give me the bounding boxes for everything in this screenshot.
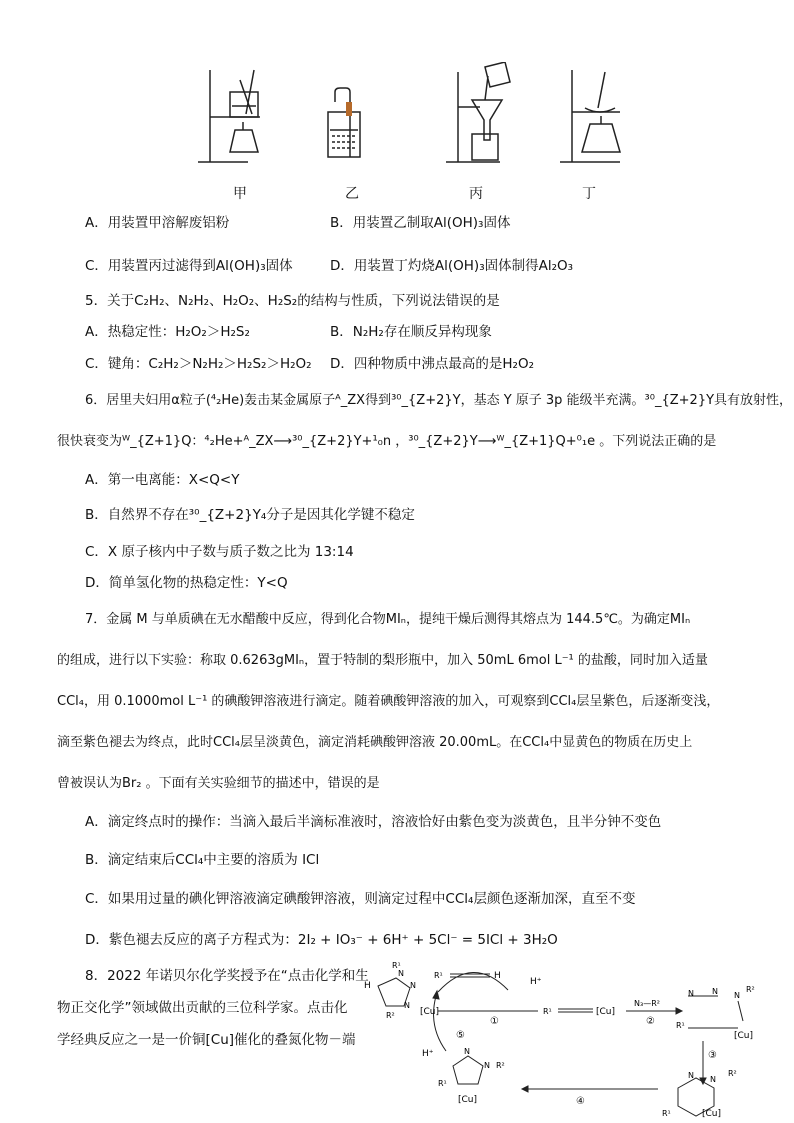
- r2-label-1: R²: [386, 1011, 395, 1020]
- cu-label-1: [Cu]: [420, 1007, 440, 1017]
- q6-option-b: B．自然界不存在³⁰_{Z+2}Y₄分子是因其化学键不稳定: [85, 507, 415, 523]
- q7-line4: 滴至紫色褪去为终点，此时CCl₄层呈淡黄色，滴定消耗碘酸钾溶液 20.00mL。在CCl₄中显黄色的物质在历史上: [57, 735, 693, 750]
- n-label-4: N: [688, 989, 694, 998]
- r1-label-3: R¹: [543, 1007, 552, 1016]
- q6-stem-line1: 6．居里夫妇用α粒子(⁴₂He)轰击某金属原子ᴬ_ZX得到³⁰_{Z+2}Y，基态 Y 原子 3p 能级半充满。³⁰_{Z+2}Y具有放射性，: [85, 393, 793, 408]
- q5-option-a: A．热稳定性：H₂O₂＞H₂S₂: [85, 324, 250, 340]
- q4-option-a: A．用装置甲溶解废铝粉: [85, 215, 230, 231]
- step1-label: ①: [490, 1016, 499, 1027]
- caption-ding: 丁: [582, 186, 596, 202]
- apparatus-bing: [446, 62, 510, 162]
- step5-label: ⑤: [456, 1030, 465, 1041]
- hplus-label-2: H⁺: [422, 1049, 434, 1059]
- q5-option-c: C．键角：C₂H₂＞N₂H₂＞H₂S₂＞H₂O₂: [85, 356, 312, 372]
- cu-label-5: [Cu]: [458, 1095, 478, 1105]
- q6-option-d: D．简单氢化物的热稳定性：Y<Q: [85, 575, 288, 591]
- q8-line1: 8．2022 年诺贝尔化学奖授予在“点击化学和生: [85, 968, 369, 984]
- step4-label: ④: [576, 1096, 585, 1107]
- n-label-5: N: [712, 987, 718, 996]
- q7-option-a: A．滴定终点时的操作：当滴入最后半滴标准液时，溶液恰好由紫色变为淡黄色，且半分钟不变色: [85, 814, 662, 830]
- q7-line2: 的组成，进行以下实验：称取 0.6263gMIₙ，置于特制的梨形瓶中，加入 50mL 6mol L⁻¹ 的盐酸，同时加入适量: [57, 653, 708, 668]
- q8-line2: 物正交化学”领域做出贡献的三位科学家。点击化: [57, 1000, 348, 1016]
- step5-arrow: [434, 996, 446, 1051]
- q5-option-d: D．四种物质中沸点最高的是H₂O₂: [330, 356, 534, 372]
- q6-stem-line2: 很快衰变为ᵂ_{Z+1}Q：⁴₂He+ᴬ_ZX⟶³⁰_{Z+2}Y+¹₀n ，³⁰_{Z+2}Y⟶ᵂ_{Z+1}Q+⁰₁e 。下列说法正确的是: [57, 434, 717, 449]
- q4-option-b: B．用装置乙制取Al(OH)₃固体: [330, 215, 511, 231]
- n-label-10: N: [484, 1061, 490, 1070]
- q8-line3: 学经典反应之一是一价铜[Cu]催化的叠氮化物－端: [57, 1032, 356, 1048]
- r1-label-2: R¹: [434, 971, 443, 980]
- q7-option-c: C．如果用过量的碘化钾溶液滴定碘酸钾溶液，则滴定过程中CCl₄层颜色逐渐加深，直至不变: [85, 891, 636, 907]
- apparatus-jia: [198, 70, 260, 162]
- n-label-2: N: [410, 981, 416, 990]
- q6-option-a: A．第一电离能：X<Q<Y: [85, 472, 240, 488]
- r1-label-1: R¹: [392, 961, 401, 970]
- cu-label-3: [Cu]: [734, 1031, 754, 1041]
- cu-label-4: [Cu]: [702, 1109, 722, 1119]
- n-label-3: N: [404, 1001, 410, 1010]
- r1-label-4: R¹: [676, 1021, 685, 1030]
- apparatus-ding: [560, 70, 620, 162]
- q7-line5: 曾被误认为Br₂ 。下面有关实验细节的描述中，错误的是: [57, 776, 380, 791]
- hplus-label-1: H⁺: [530, 977, 542, 987]
- caption-yi: 乙: [345, 186, 359, 202]
- step3-label: ③: [708, 1050, 717, 1061]
- q7-option-b: B．滴定结束后CCl₄中主要的溶质为 ICl: [85, 852, 320, 868]
- caption-bing: 丙: [469, 186, 483, 202]
- apparatus-figure: [180, 62, 640, 172]
- n-label-7: N: [688, 1071, 694, 1080]
- caption-jia: 甲: [233, 186, 247, 202]
- q6-option-c: C．X 原子核内中子数与质子数之比为 13:14: [85, 544, 354, 560]
- h-label-1: H: [364, 981, 371, 991]
- q7-line3: CCl₄，用 0.1000mol L⁻¹ 的碘酸钾溶液进行滴定。随着碘酸钾溶液的加入，可观察到CCl₄层呈紫色，后逐渐变浅，: [57, 694, 720, 709]
- n-label-6: N: [734, 991, 740, 1000]
- r2-label-2: R²: [746, 985, 755, 994]
- q4-option-c: C．用装置丙过滤得到Al(OH)₃固体: [85, 258, 293, 274]
- r1-label-5: R¹: [662, 1109, 671, 1118]
- n-label-1: N: [398, 969, 404, 978]
- cu-label-2: [Cu]: [596, 1007, 616, 1017]
- step2-label: ②: [646, 1016, 655, 1027]
- copper-triazolide: [453, 1056, 483, 1084]
- apparatus-yi: [328, 88, 360, 157]
- r1-label-6: R¹: [438, 1079, 447, 1088]
- n-label-9: N: [464, 1047, 470, 1056]
- r2-label-3: R²: [728, 1069, 737, 1078]
- q4-option-d: D．用装置丁灼烧Al(OH)₃固体制得Al₂O₃: [330, 258, 574, 274]
- q7-option-d: D．紫色褪去反应的离子方程式为：2I₂ + IO₃⁻ + 6H⁺ + 5Cl⁻ = 5ICl + 3H₂O: [85, 932, 558, 948]
- q5-stem: 5．关于C₂H₂、N₂H₂、H₂O₂、H₂S₂的结构与性质，下列说法错误的是: [85, 293, 500, 309]
- q5-option-b: B．N₂H₂存在顺反异构现象: [330, 324, 492, 340]
- n-label-8: N: [710, 1075, 716, 1084]
- n3r2-label: N₃—R²: [634, 999, 660, 1008]
- h-label-2: H: [494, 971, 501, 981]
- reaction-scheme: [358, 956, 778, 1121]
- r2-label-4: R²: [496, 1061, 505, 1070]
- q7-line1: 7．金属 M 与单质碘在无水醋酸中反应，得到化合物MIₙ，提纯干燥后测得其熔点为 144.5℃。为确定MIₙ: [85, 612, 691, 627]
